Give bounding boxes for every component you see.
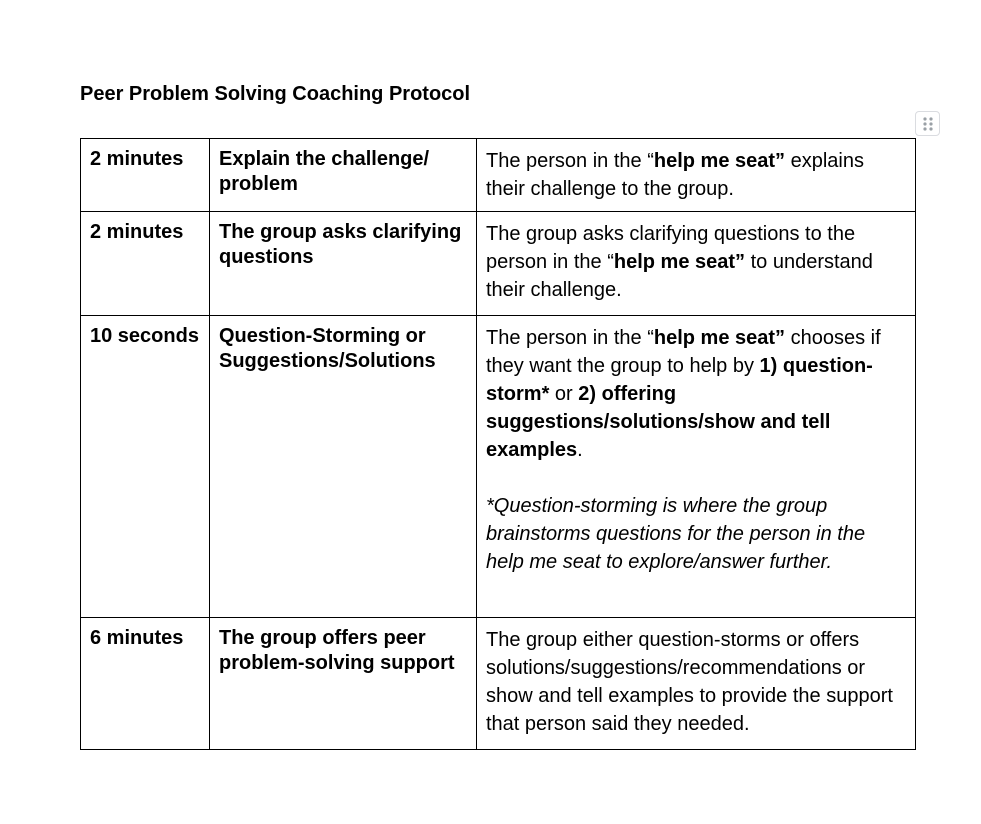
description-cell[interactable] [477,139,916,212]
desc-text: . [577,439,583,461]
desc-text: The person in the “ [486,150,654,172]
table-row [81,618,916,750]
desc-text: The person in the “ [486,327,654,349]
table-row [81,316,916,618]
desc-bold: 2) offering suggestions/solutions/show and tell examples [486,383,831,461]
desc-text: or [549,383,579,405]
time-cell[interactable]: 6 minutes [81,618,210,750]
step-cell[interactable]: The group offers peer problem-solving support [210,618,477,750]
step-cell[interactable]: The group asks clarifying questions [210,212,477,316]
drag-dots-icon [923,117,933,131]
table-row [81,212,916,316]
description-cell[interactable] [477,212,916,316]
step-cell[interactable]: Question-Storming or Suggestions/Solutions [210,316,477,618]
desc-bold: help me seat” [653,327,786,349]
protocol-table [80,138,916,750]
desc-note: *Question-storming is where the group brainstorms questions for the person in the help me seat to explore/answer further. [486,495,866,573]
description-cell[interactable] [477,316,916,618]
desc-bold: help me seat” [653,150,786,172]
step-cell[interactable]: Explain the challenge/ problem [210,139,477,212]
desc-text: explains their challenge to the group. [486,150,864,200]
desc-text: chooses if they want the group to help by [486,327,881,377]
time-cell[interactable]: 2 minutes [81,212,210,316]
time-cell[interactable]: 10 seconds [81,316,210,618]
desc-bold: 1) question-storm* [486,355,873,405]
table-drag-handle[interactable] [915,111,940,136]
desc-bold: help me seat” [613,251,746,273]
desc-text: The group asks clarifying questions to the person in the “ [486,223,856,273]
desc-text: to understand their challenge. [486,251,873,301]
time-cell[interactable]: 2 minutes [81,139,210,212]
document-title: Peer Problem Solving Coaching Protocol [80,83,471,105]
table-row [81,139,916,212]
desc-text: The group either question-storms or offers solutions/suggestions/recommendations or show and tell examples to provide the support that person said they needed. [486,629,893,735]
description-cell[interactable] [477,618,916,750]
